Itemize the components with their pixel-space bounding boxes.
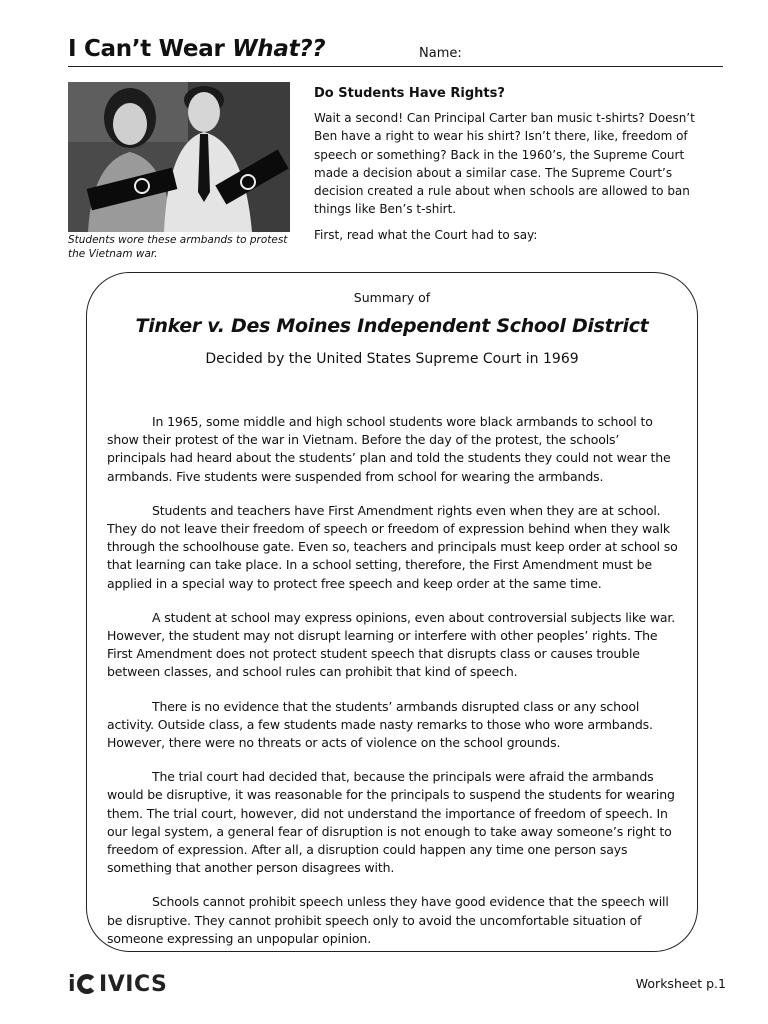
worksheet-title xyxy=(68,36,325,62)
intro-instruction: First, read what the Court had to say: xyxy=(314,227,538,242)
name-field-label: Name: xyxy=(419,46,462,61)
photo-illustration xyxy=(68,82,290,232)
logo-suffix: IVICS xyxy=(99,971,168,997)
summary-body xyxy=(107,413,681,964)
title-emphasis-text: What?? xyxy=(232,36,326,62)
summary-paragraph: A student at school may express opinions, even about controversial subjects like war. However, the student may not disrupt learning or interfere with other peoples’ rights. The First Amendment does not protect student speech that disrupts class or causes trouble between classes, and school rules can prohibit that kind of speech. xyxy=(107,609,676,680)
case-decided-line: Decided by the United States Supreme Court in 1969 xyxy=(205,351,579,367)
intro-paragraph: Wait a second! Can Principal Carter ban music t-shirts? Doesn’t Ben have a right to wear his shirt? Isn’t there, like, freedom of speech or something? Back in the 1960’s, the Supreme Court made a decision about a similar case. The Supreme Court’s decision created a rule about when schools are allowed to ban things like Ben’s t-shirt. xyxy=(314,111,695,217)
page-number: Worksheet p.1 xyxy=(635,976,726,991)
title-main-text: I Can’t Wear xyxy=(68,36,233,62)
worksheet-header xyxy=(68,36,723,67)
protest-photo xyxy=(68,82,290,232)
logo-c-icon xyxy=(77,974,97,994)
logo-prefix: i xyxy=(68,971,77,997)
intro-heading: Do Students Have Rights? xyxy=(314,86,505,101)
summary-paragraph: Schools cannot prohibit speech unless they have good evidence that the speech will be disruptive. They cannot prohibit speech only to avoid the uncomfortable situation of someone expressing an unpopular opinion. xyxy=(107,894,669,946)
summary-paragraph: The trial court had decided that, because the principals were afraid the armbands would be disruptive, it was reasonable for the principals to suspend the students for wearing them. The trial court, however, did not understand the importance of freedom of speech. In our legal system, a general fear of disruption is not enough to take away someone’s right to freedom of expression. After all, a disruption could happen any time one person says something that another person disagrees with. xyxy=(107,769,675,876)
case-summary-box xyxy=(86,272,698,952)
summary-label: Summary of xyxy=(353,290,431,305)
intro-section xyxy=(314,86,714,244)
summary-paragraph: There is no evidence that the students’ armbands disrupted class or any school activity. Outside class, a few students made nasty remarks to those who wore armbands. However, there were no threats or acts of violence on the school grounds. xyxy=(107,698,653,751)
icivics-logo xyxy=(68,971,167,997)
summary-paragraph: In 1965, some middle and high school students wore black armbands to school to show their protest of the war in Vietnam. Before the day of the protest, the schools’ principals had heard about the students’ plan and told the students they could not wear the armbands. Five students were suspended from school for wearing the armbands. xyxy=(107,414,671,484)
summary-paragraph: Students and teachers have First Amendment rights even when they are at school. They do not leave their freedom of speech or freedom of expression behind when they walk through the schoolhouse gate. Even so, teachers and principals must keep order at school so that learning can take place. In a school setting, therefore, the First Amendment must be applied in a special way to protect free speech and keep order at the same time. xyxy=(107,502,678,591)
case-title: Tinker v. Des Moines Independent School District xyxy=(135,315,649,337)
photo-caption: Students wore these armbands to protest the Vietnam war. xyxy=(68,234,288,260)
